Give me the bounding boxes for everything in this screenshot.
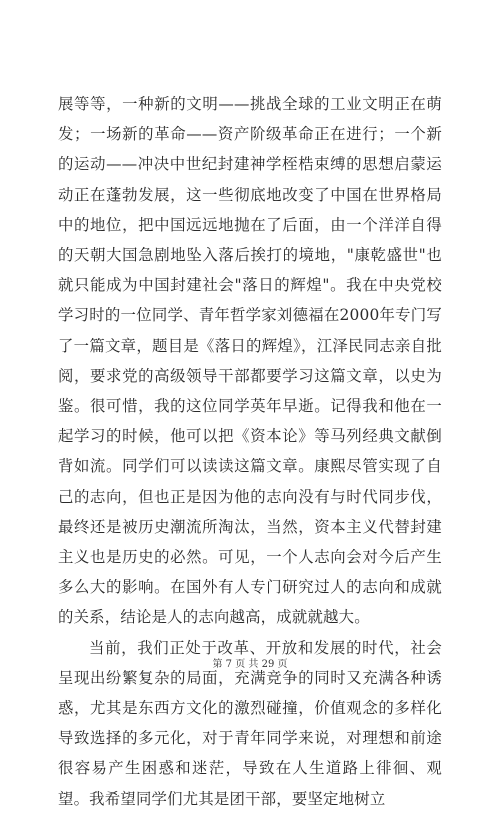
paragraph-current-era: 当前，我们正处于改革、开放和发展的时代，社会呈现出纷繁复杂的局面，充满竞争的同时又充满各种诱惑，尤其是东西方文化的激烈碰撞，价值观念的多样化导致选择的多元化，对于青年同学来说，对理想和前途很容易产生困惑和迷茫，导致在人生道路上徘徊、观望。我希望同学们尤其是团干部，要坚定地树立: [58, 638, 442, 808]
page-footer: 第 7 页 共 29 页: [212, 659, 288, 670]
document-body: [58, 89, 442, 814]
paragraph-continuation: 展等等，一种新的文明——挑战全球的工业文明正在萌发；一场新的革命——资产阶级革命正在进行；一个新的运动——冲决中世纪封建神学桎梏束缚的思想启蒙运动正在蓬勃发展，这一些彻底地改变了中国在世界格局中的地位，把中国远远地抛在了后面，由一个洋洋自得的天朝大国急剧地坠入落后挨打的境地，"康乾盛世"也就只能成为中国封建社会"落日的辉煌"。我在中央党校学习时的一位同学、青年哲学家刘德福在2000年专门写了一篇文章，题目是《落日的辉煌》，江泽民同志亲自批阅，要求党的高级领导干部都要学习这篇文章，以史为鉴。很可惜，我的这位同学英年早逝。记得我和他在一起学习的时候，他可以把《资本论》等马列经典文献倒背如流。同学们可以读读这篇文章。康熙尽管实现了自己的志向，但也正是因为他的志向没有与时代同步伐，最终还是被历史潮流所淘汰，当然，资本主义代替封建主义也是历史的必然。可见，一个人志向会对今后产生多么大的影响。在国外有人专门研究过人的志向和成就的关系，结论是人的志向越高，成就就越大。: [58, 95, 442, 627]
